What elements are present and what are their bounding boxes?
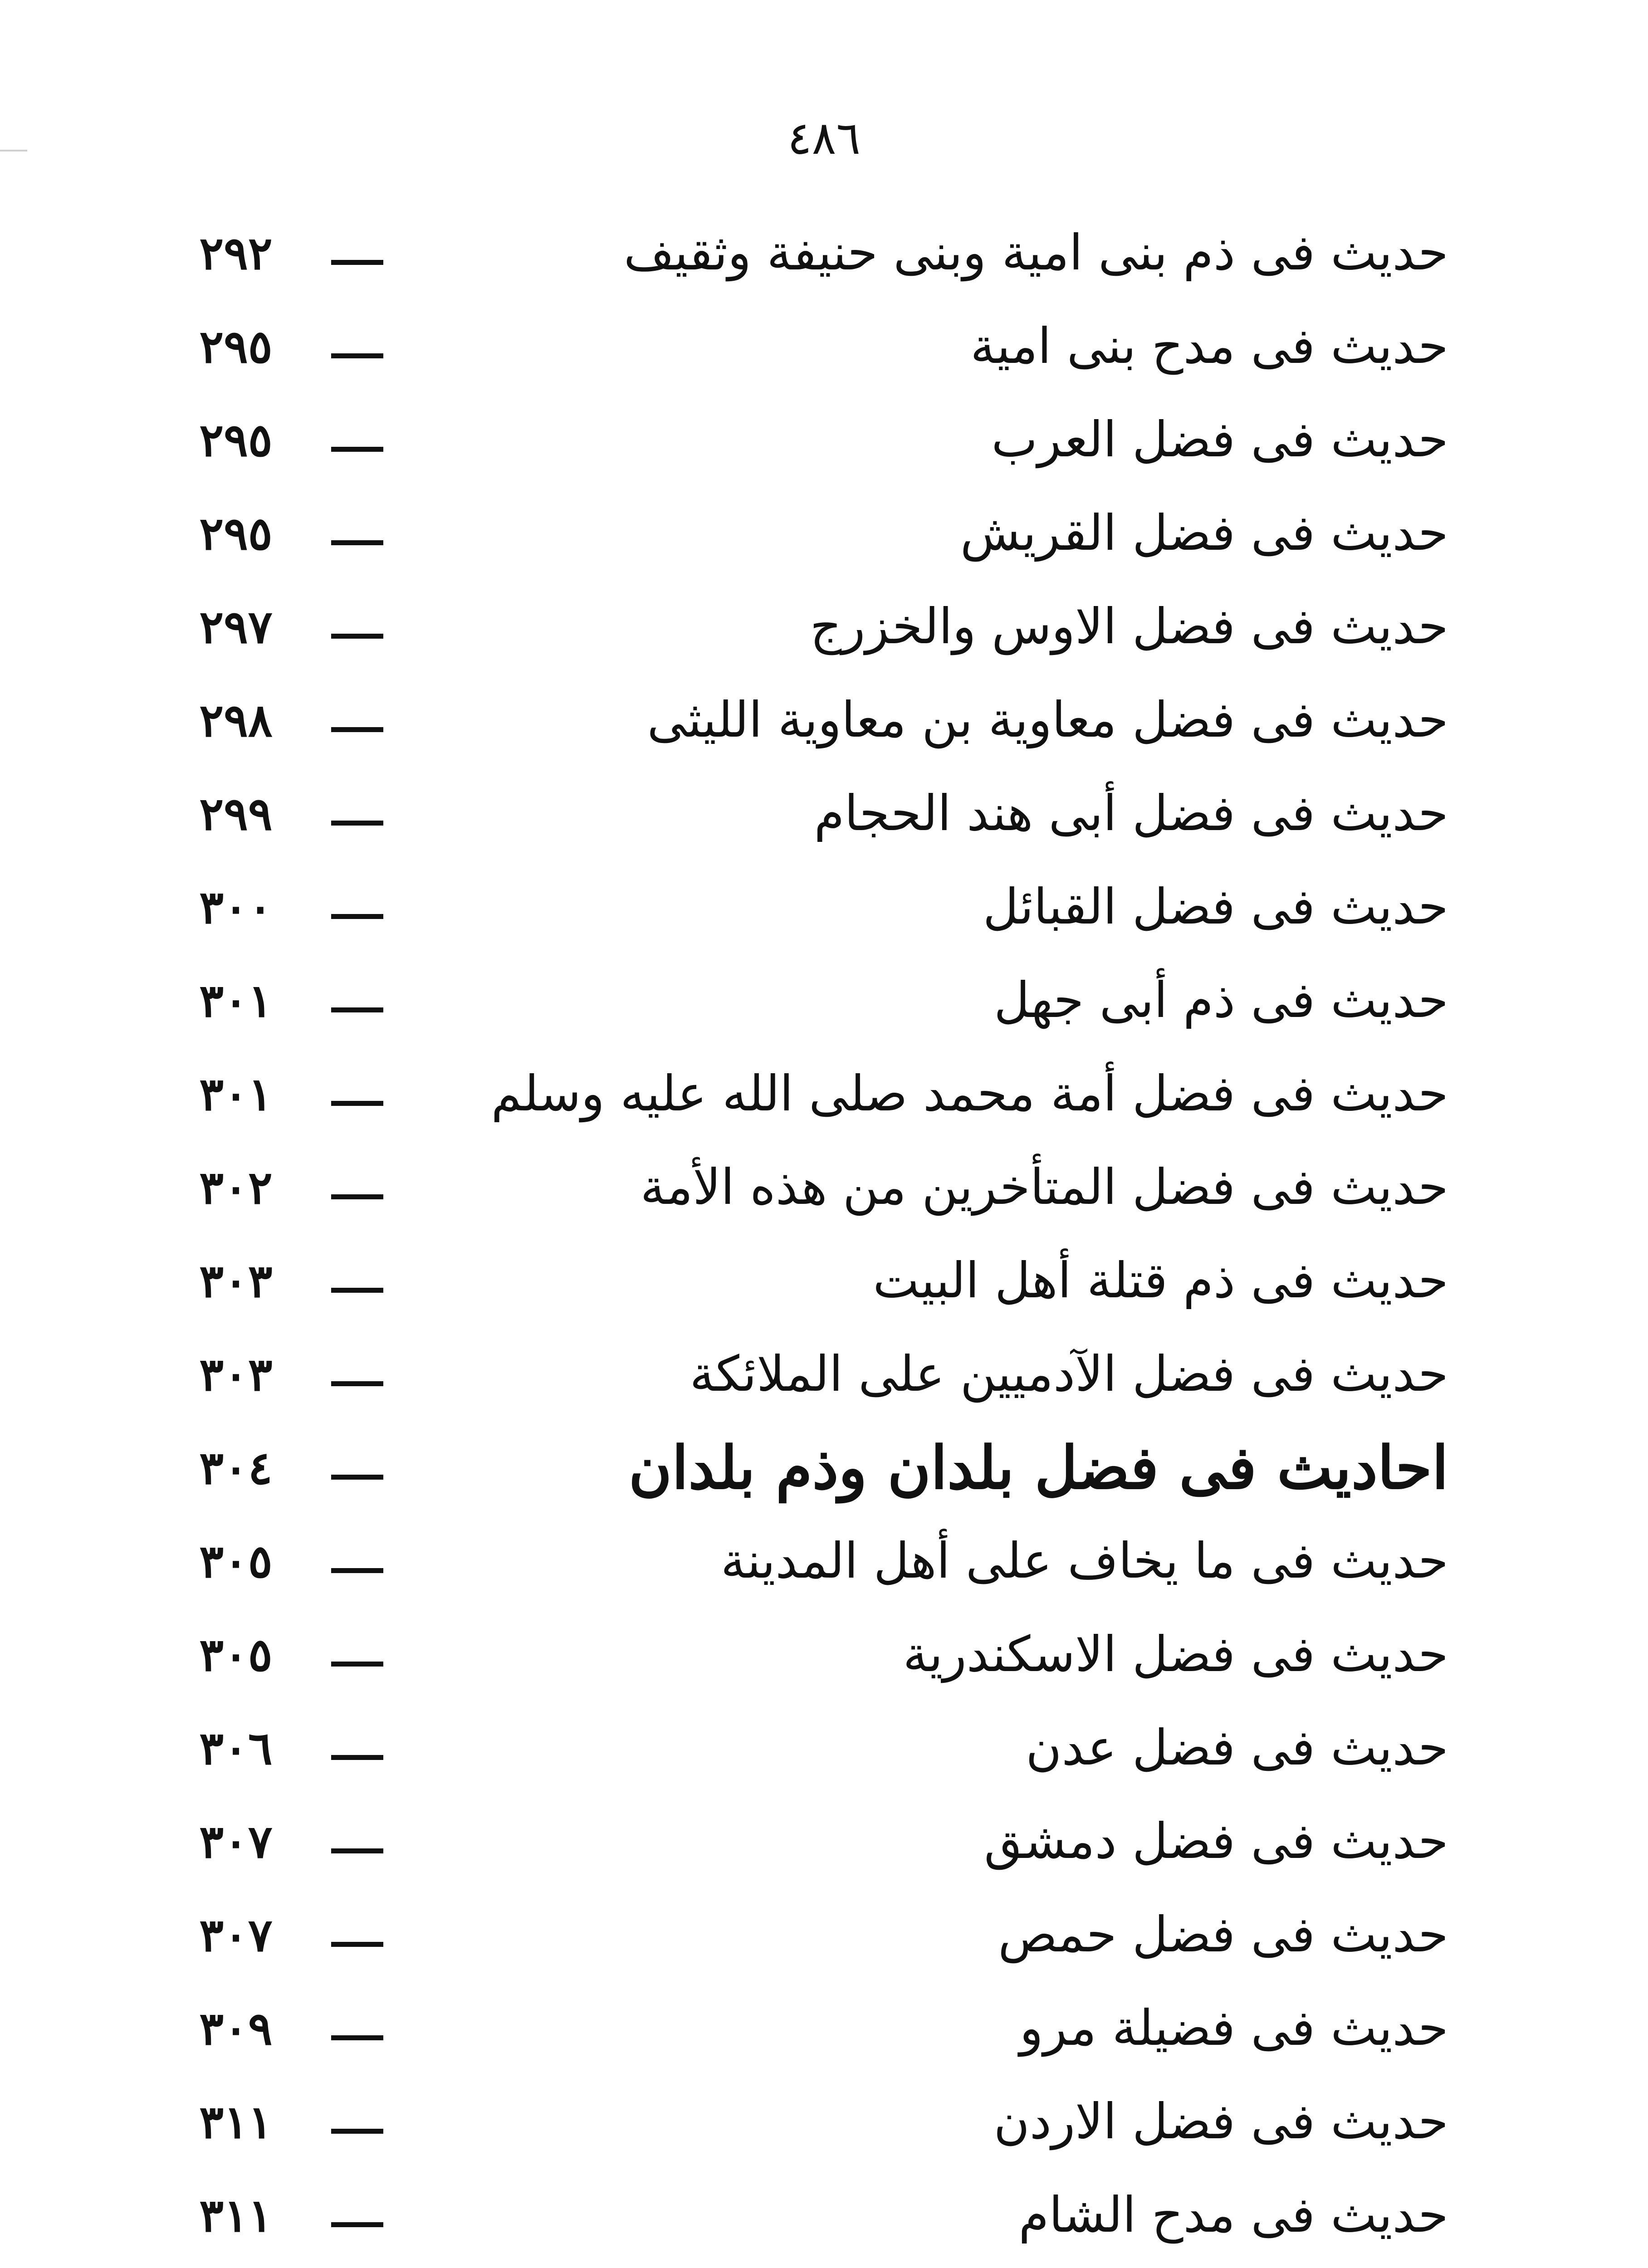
toc-row xyxy=(0,1328,1648,1421)
toc-row xyxy=(0,674,1648,767)
toc-entry-title: حديث فى فضيلة مرو xyxy=(1019,2000,1448,2057)
toc-entry-title: حديث فى فضل العرب xyxy=(991,411,1448,468)
page-number: ٤٨٦ xyxy=(787,112,861,165)
toc-entry-title: حديث فى مدح بنى امية xyxy=(970,318,1448,375)
toc-entry-title: حديث فى مدح الشام xyxy=(1018,2187,1448,2244)
toc-entry-page: ٢٩٥ xyxy=(199,413,273,467)
toc-row xyxy=(0,1982,1648,2075)
toc-entry-title: حديث فى فضل حمص xyxy=(998,1906,1448,1963)
leader-dash xyxy=(331,540,383,545)
leader-dash xyxy=(331,2035,383,2040)
toc-entry-title: حديث فى فضل أمة محمد صلى الله عليه وسلم xyxy=(491,1066,1448,1122)
toc-row xyxy=(0,2169,1648,2262)
toc-entry-title: حديث فى ذم قتلة أهل البيت xyxy=(873,1252,1448,1309)
leader-dash xyxy=(331,1848,383,1853)
toc-entry-page: ٣٠٥ xyxy=(199,1535,273,1588)
toc-entry-page: ٣٠١ xyxy=(199,974,273,1027)
toc-entry-title: حديث فى فضل دمشق xyxy=(984,1813,1448,1870)
toc-row xyxy=(0,1795,1648,1888)
leader-dash xyxy=(331,1568,383,1573)
toc-entry-title: حديث فى فضل عدن xyxy=(1026,1720,1448,1776)
toc-entry-title: حديث فى ذم بنى امية وبنى حنيفة وثقيف xyxy=(623,225,1448,281)
toc-row xyxy=(0,580,1648,674)
leader-dash xyxy=(331,2222,383,2227)
toc-entry-page: ٣٠٣ xyxy=(199,1254,273,1308)
toc-row xyxy=(0,1234,1648,1328)
leader-dash xyxy=(331,2129,383,2134)
leader-dash xyxy=(331,1194,383,1199)
toc-entry-title: حديث فى فضل أبى هند الحجام xyxy=(814,785,1448,842)
toc-row xyxy=(0,860,1648,954)
toc-row xyxy=(0,300,1648,393)
toc-row xyxy=(0,487,1648,580)
toc-entry-title: حديث فى ما يخاف على أهل المدينة xyxy=(720,1533,1448,1589)
toc-row xyxy=(0,954,1648,1047)
toc-row xyxy=(0,2075,1648,2169)
leader-dash xyxy=(331,1288,383,1293)
toc-entry-page: ٢٩٧ xyxy=(199,600,273,654)
toc-row xyxy=(0,393,1648,487)
toc-row xyxy=(0,1515,1648,1608)
toc-section-heading-row xyxy=(0,1421,1648,1515)
leader-dash xyxy=(331,1475,383,1480)
toc-entry-page: ٣٠٩ xyxy=(199,2002,273,2055)
toc-entry-title: حديث فى فضل الاوس والخزرج xyxy=(810,598,1448,655)
leader-dash xyxy=(331,727,383,732)
toc-row xyxy=(0,767,1648,860)
toc-row xyxy=(0,206,1648,300)
section-heading: احاديث فى فضل بلدان وذم بلدان xyxy=(628,1433,1448,1502)
toc-entry-page: ٢٩٥ xyxy=(199,320,273,373)
leader-dash xyxy=(331,1007,383,1012)
leader-dash xyxy=(331,260,383,265)
toc-entry-page: ٢٩٨ xyxy=(199,694,273,747)
toc-row xyxy=(0,1141,1648,1234)
toc-entry-page: ٣٠٥ xyxy=(199,1628,273,1681)
toc-row xyxy=(0,1047,1648,1141)
leader-dash xyxy=(331,353,383,358)
leader-dash xyxy=(331,1381,383,1386)
toc-entry-page: ٣١١ xyxy=(199,2095,273,2149)
toc-entry-title: حديث فى فضل القريش xyxy=(960,505,1448,562)
table-of-contents xyxy=(0,206,1648,2262)
toc-entry-page: ٣٠٧ xyxy=(199,1815,273,1868)
leader-dash xyxy=(331,1942,383,1947)
leader-dash xyxy=(331,821,383,826)
leader-dash xyxy=(331,1101,383,1106)
toc-entry-title: حديث فى فضل الاسكندرية xyxy=(903,1626,1448,1683)
leader-dash xyxy=(331,447,383,452)
toc-row xyxy=(0,1701,1648,1795)
toc-entry-page: ٢٩٢ xyxy=(199,226,273,280)
toc-entry-title: حديث فى فضل الاردن xyxy=(993,2093,1448,2150)
toc-entry-page: ٢٩٩ xyxy=(199,787,273,841)
toc-entry-page: ٣٠٢ xyxy=(199,1161,273,1214)
toc-entry-page: ٣٠٦ xyxy=(199,1721,273,1775)
leader-dash xyxy=(331,1755,383,1760)
toc-entry-title: حديث فى فضل الآدميين على الملائكة xyxy=(690,1346,1448,1403)
toc-entry-title: حديث فى فضل القبائل xyxy=(983,879,1448,935)
leader-dash xyxy=(331,634,383,639)
toc-entry-page: ٣٠٣ xyxy=(199,1348,273,1401)
toc-entry-page: ٣٠٧ xyxy=(199,1908,273,1962)
toc-entry-page: ٣١١ xyxy=(199,2189,273,2242)
leader-dash xyxy=(331,914,383,919)
leader-dash xyxy=(331,1662,383,1667)
toc-entry-page: ٣٠٠ xyxy=(199,880,273,934)
toc-entry-page: ٢٩٥ xyxy=(199,507,273,560)
toc-row xyxy=(0,1888,1648,1982)
toc-row xyxy=(0,1608,1648,1701)
toc-entry-page: ٣٠٤ xyxy=(199,1441,273,1495)
toc-entry-title: حديث فى فضل معاوية بن معاوية الليثى xyxy=(647,692,1448,748)
toc-entry-title: حديث فى فضل المتأخرين من هذه الأمة xyxy=(640,1159,1448,1216)
toc-entry-title: حديث فى ذم أبى جهل xyxy=(994,972,1448,1029)
toc-entry-page: ٣٠١ xyxy=(199,1067,273,1121)
